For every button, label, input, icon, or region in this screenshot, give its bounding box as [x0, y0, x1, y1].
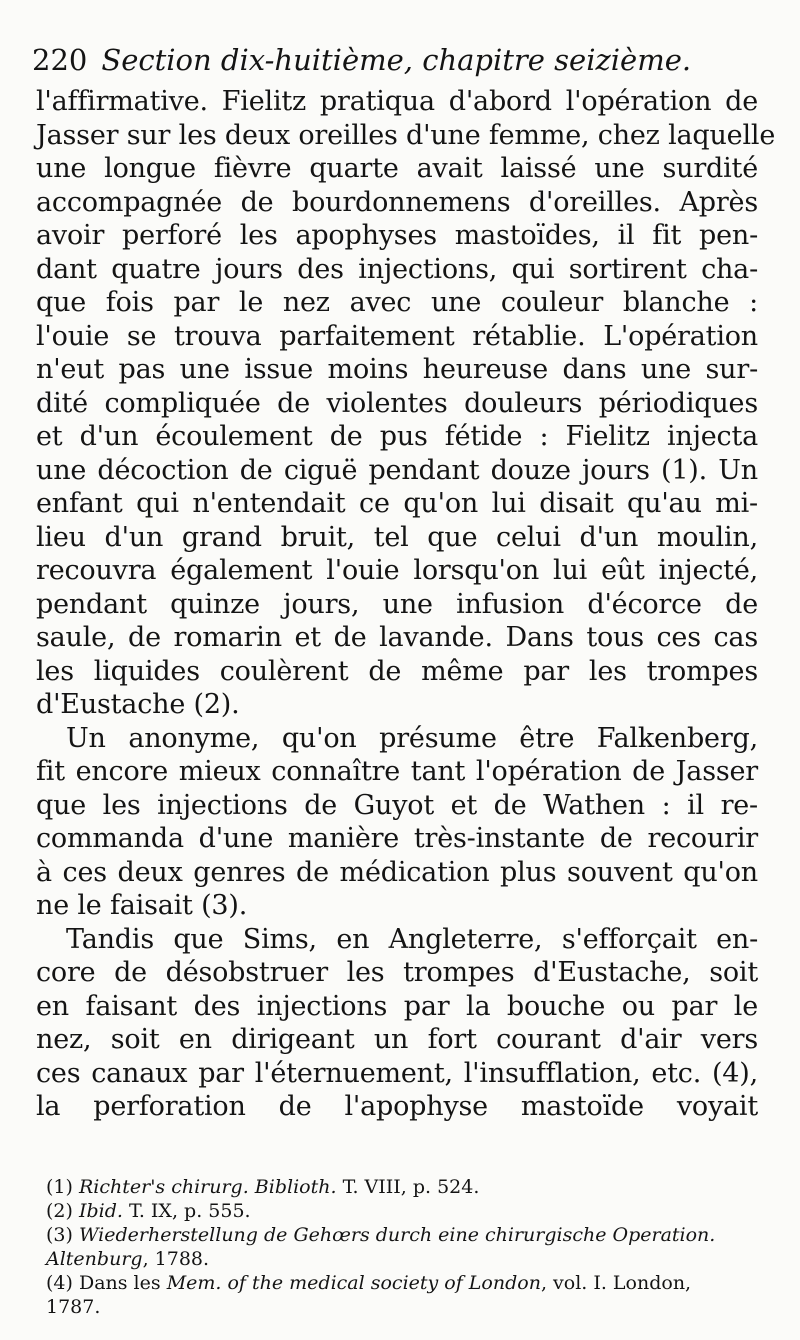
footnote-year: 1787. [46, 1296, 101, 1318]
text-line: une longue fièvre quarte avait laissé une surdité [36, 153, 758, 184]
text-line: d'Eustache (2). [36, 689, 240, 720]
text-line: Jasser sur les deux oreilles d'une femme, chez laquelle [36, 119, 776, 151]
text-line: lieu d'un grand bruit, tel que celui d'un moulin, [36, 521, 758, 553]
text-line: fit encore mieux connaître tant l'opération de Jasser [36, 756, 758, 787]
body-text [36, 85, 776, 1124]
page-number: 220 [32, 43, 88, 77]
text-line: à ces deux genres de médication plus souvent qu'on [36, 856, 758, 888]
footnote-mark: (1) [46, 1176, 73, 1198]
footnote-3-continuation [46, 1247, 771, 1271]
text-line: commanda d'une manière très-instante de recourir [36, 823, 758, 854]
footnote-mark: (3) [46, 1224, 73, 1246]
text-line: la perforation de l'apophyse mastoïde voyait [36, 1091, 758, 1122]
text-line: l'affirmative. Fielitz pratiqua d'abord l'opération de [36, 86, 758, 117]
text-line: que les injections de Guyot et de Wathen : il re- [36, 789, 758, 821]
text-line: n'eut pas une issue moins heureuse dans une sur- [36, 354, 758, 385]
text-line: ne le faisait (3). [36, 890, 248, 921]
footnote-title: Richter's chirurg. Biblioth. [78, 1176, 337, 1198]
page-header [32, 40, 772, 80]
text-line: et d'un écoulement de pus fétide : Fielitz injecta [36, 421, 758, 452]
text-line: avoir perforé les apophyses mastoïdes, il fit pen- [36, 220, 758, 251]
footnote-mark: (4) [46, 1272, 73, 1294]
text-line: que fois par le nez avec une couleur blanche : [36, 287, 758, 318]
footnote-4-continuation [46, 1295, 771, 1319]
footnote-ref: T. VIII, p. 524. [342, 1176, 480, 1198]
text-line: nez, soit en dirigeant un fort courant d'air vers [36, 1024, 758, 1055]
text-line: dant quatre jours des injections, qui sortirent cha- [36, 253, 758, 285]
text-line: une décoction de ciguë pendant douze jours (1). Un [36, 454, 758, 486]
footnote-place: Altenburg [46, 1248, 143, 1270]
text-line: Un anonyme, qu'on présume être Falkenberg, [66, 722, 758, 754]
text-line: core de désobstruer les trompes d'Eustache, soit [36, 957, 758, 988]
footnote-title: Ibid. [78, 1200, 123, 1222]
text-line: les liquides coulèrent de même par les trompes [36, 655, 758, 687]
footnote-title: Mem. of the medical society of London [166, 1272, 541, 1294]
text-line: saule, de romarin et de lavande. Dans tous ces cas [36, 622, 758, 653]
footnote-mark: (2) [46, 1200, 73, 1222]
footnote-ref: , vol. I. London, [540, 1272, 692, 1294]
text-line: recouvra également l'ouie lorsqu'on lui eût injecté, [36, 555, 758, 586]
text-line: dité compliquée de violentes douleurs périodiques [36, 387, 758, 419]
footnote-pre: Dans les [78, 1272, 161, 1294]
text-line: ces canaux par l'éternuement, l'insufflation, etc. (4), [36, 1057, 758, 1089]
footnote-3 [46, 1223, 771, 1247]
footnote-ref: T. IX, p. 555. [128, 1200, 251, 1222]
text-line: l'ouie se trouva parfaitement rétablie. L'opération [36, 320, 758, 352]
running-title: Section dix-huitième, chapitre seizième. [101, 43, 692, 77]
text-line: enfant qui n'entendait ce qu'on lui disait qu'au mi- [36, 488, 758, 519]
footnote-1 [46, 1175, 771, 1199]
footnote-2 [46, 1199, 771, 1223]
footnotes [46, 1175, 771, 1319]
footnote-ref: , 1788. [142, 1248, 210, 1270]
footnote-4 [46, 1271, 771, 1295]
text-line: Tandis que Sims, en Angleterre, s'efforçait en- [66, 923, 758, 955]
footnote-title: Wiederherstellung de Gehœrs durch eine chirurgische Operation. [78, 1224, 716, 1246]
text-line: accompagnée de bourdonnemens d'oreilles. Après [36, 186, 758, 218]
text-line: en faisant des injections par la bouche ou par le [36, 990, 758, 1022]
text-line: pendant quinze jours, une infusion d'écorce de [36, 588, 758, 620]
